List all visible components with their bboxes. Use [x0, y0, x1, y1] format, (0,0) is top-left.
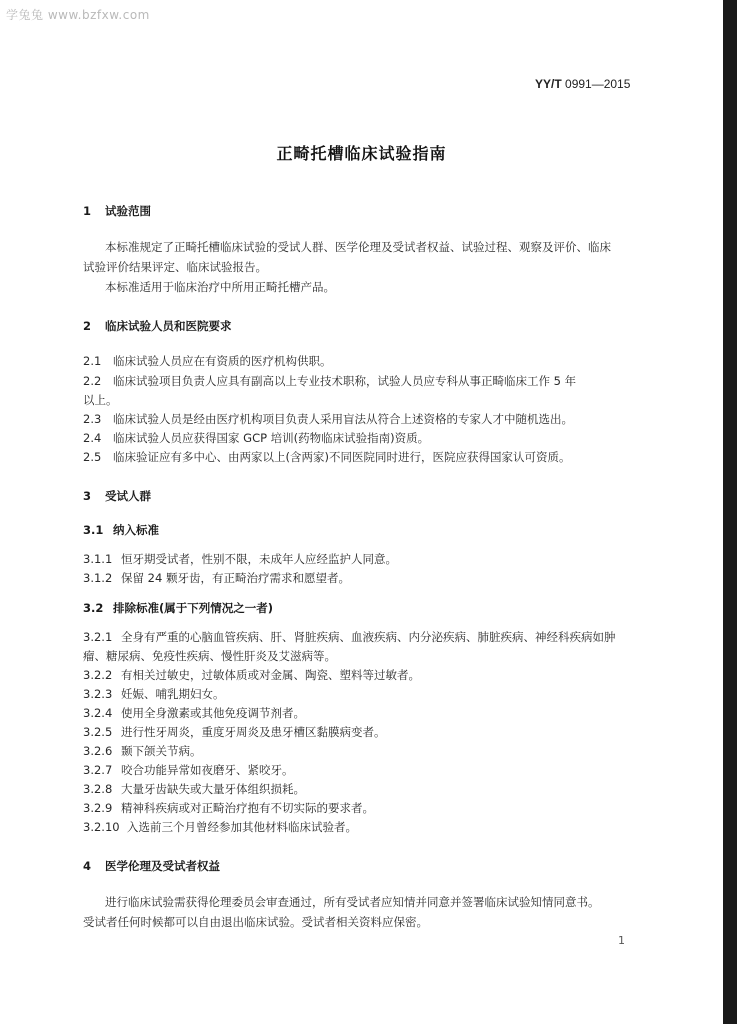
clause-3-1-1 — [83, 551, 397, 567]
section-title: 试验范围 — [105, 204, 151, 218]
clause-text: 保留 24 颗牙齿，有正畸治疗需求和愿望者。 — [121, 571, 350, 585]
paragraph-line: 试验评价结果评定、临床试验报告。 — [83, 260, 267, 274]
clause-number: 3.2.6 — [83, 744, 113, 758]
standard-code-prefix: YY/T — [535, 77, 562, 91]
clause-number: 3.1.2 — [83, 571, 113, 585]
section-number: 4 — [83, 859, 92, 873]
clause-number: 3.2.4 — [83, 706, 113, 720]
section-title: 受试人群 — [105, 489, 151, 503]
clause-text: 精神科疾病或对正畸治疗抱有不切实际的要求者。 — [121, 801, 374, 815]
clause-number: 2.4 — [83, 431, 102, 445]
clause-number: 3.2.2 — [83, 668, 113, 682]
clause-3-2-6 — [83, 743, 202, 759]
clause-3-2-8 — [83, 781, 305, 797]
clause-text: 临床验证应有多中心、由两家以上(含两家)不同医院同时进行，医院应获得国家认可资质。 — [113, 450, 571, 464]
clause-2-2 — [83, 373, 576, 389]
section-number: 1 — [83, 204, 92, 218]
section-title: 医学伦理及受试者权益 — [105, 859, 220, 873]
clause-3-2-5 — [83, 724, 386, 740]
clause-number: 2.2 — [83, 374, 102, 388]
subsection-number: 3.2 — [83, 601, 104, 615]
watermark: 学兔兔 www.bzfxw.com — [6, 8, 150, 22]
clause-2-5 — [83, 449, 570, 465]
clause-number: 3.1.1 — [83, 552, 113, 566]
standard-code-number: 0991—2015 — [565, 77, 631, 91]
clause-text: 大量牙齿缺失或大量牙体组织损耗。 — [121, 782, 305, 796]
clause-2-4 — [83, 430, 429, 446]
clause-number: 3.2.5 — [83, 725, 113, 739]
subsection-3-2-heading — [83, 600, 273, 616]
clause-2-1 — [83, 353, 332, 369]
clause-text: 临床试验人员应在有资质的医疗机构供职。 — [113, 354, 332, 368]
standard-code — [535, 77, 630, 91]
clause-number: 3.2.10 — [83, 820, 120, 834]
section-number: 3 — [83, 489, 92, 503]
clause-text: 临床试验项目负责人应具有副高以上专业技术职称，试验人员应专科从事正畸临床工作 5 年 — [113, 374, 577, 388]
clause-text: 咬合功能异常如夜磨牙、紧咬牙。 — [121, 763, 294, 777]
section-1-heading — [83, 203, 151, 219]
clause-text: 临床试验人员应获得国家 GCP 培训(药物临床试验指南)资质。 — [113, 431, 430, 445]
page-edge — [723, 0, 737, 1024]
paragraph-line: 受试者任何时候都可以自由退出临床试验。受试者相关资料应保密。 — [83, 915, 428, 929]
clause-text: 有相关过敏史，过敏体质或对金属、陶瓷、塑料等过敏者。 — [121, 668, 420, 682]
clause-3-1-2 — [83, 570, 350, 586]
clause-number: 2.3 — [83, 412, 102, 426]
clause-text: 恒牙期受试者，性别不限，未成年人应经监护人同意。 — [121, 552, 397, 566]
clause-number: 3.2.9 — [83, 801, 113, 815]
paragraph-line: 进行临床试验需获得伦理委员会审查通过，所有受试者应知情并同意并签署临床试验知情同意书。 — [105, 895, 600, 909]
clause-3-2-7 — [83, 762, 294, 778]
clause-text: 颞下颌关节病。 — [121, 744, 202, 758]
page-number: 1 — [618, 934, 625, 947]
clause-3-2-10 — [83, 819, 357, 835]
clause-3-2-1 — [83, 629, 616, 645]
paragraph-line: 本标准规定了正畸托槽临床试验的受试人群、医学伦理及受试者权益、试验过程、观察及评价、临床 — [105, 240, 611, 254]
clause-text: 临床试验人员是经由医疗机构项目负责人采用盲法从符合上述资格的专家人才中随机选出。 — [113, 412, 573, 426]
clause-number: 2.1 — [83, 354, 102, 368]
clause-text: 入选前三个月曾经参加其他材料临床试验者。 — [127, 820, 357, 834]
subsection-number: 3.1 — [83, 523, 104, 537]
clause-number: 3.2.1 — [83, 630, 113, 644]
subsection-3-1-heading — [83, 522, 159, 538]
section-number: 2 — [83, 319, 92, 333]
clause-3-2-3 — [83, 686, 225, 702]
clause-text: 全身有严重的心脑血管疾病、肝、肾脏疾病、血液疾病、内分泌疾病、肺脏疾病、神经科疾病如肿 — [121, 630, 616, 644]
clause-3-2-9 — [83, 800, 374, 816]
clause-text: 进行性牙周炎，重度牙周炎及患牙槽区黏膜病变者。 — [121, 725, 386, 739]
clause-continuation: 瘤、糖尿病、免疫性疾病、慢性肝炎及艾滋病等。 — [83, 649, 336, 663]
subsection-title: 排除标准(属于下列情况之一者) — [113, 601, 274, 615]
subsection-title: 纳入标准 — [113, 523, 159, 537]
section-title: 临床试验人员和医院要求 — [105, 319, 232, 333]
clause-text: 使用全身激素或其他免疫调节剂者。 — [121, 706, 305, 720]
clause-number: 3.2.7 — [83, 763, 113, 777]
clause-text: 妊娠、哺乳期妇女。 — [121, 687, 225, 701]
clause-3-2-2 — [83, 667, 420, 683]
clause-number: 2.5 — [83, 450, 102, 464]
paragraph-line: 本标准适用于临床治疗中所用正畸托槽产品。 — [105, 280, 335, 294]
section-2-heading — [83, 318, 232, 334]
document-title: 正畸托槽临床试验指南 — [276, 144, 447, 163]
clause-2-3 — [83, 411, 573, 427]
section-4-heading — [83, 858, 220, 874]
clause-continuation: 以上。 — [83, 393, 118, 407]
section-3-heading — [83, 488, 151, 504]
clause-3-2-4 — [83, 705, 305, 721]
clause-number: 3.2.8 — [83, 782, 113, 796]
clause-number: 3.2.3 — [83, 687, 113, 701]
